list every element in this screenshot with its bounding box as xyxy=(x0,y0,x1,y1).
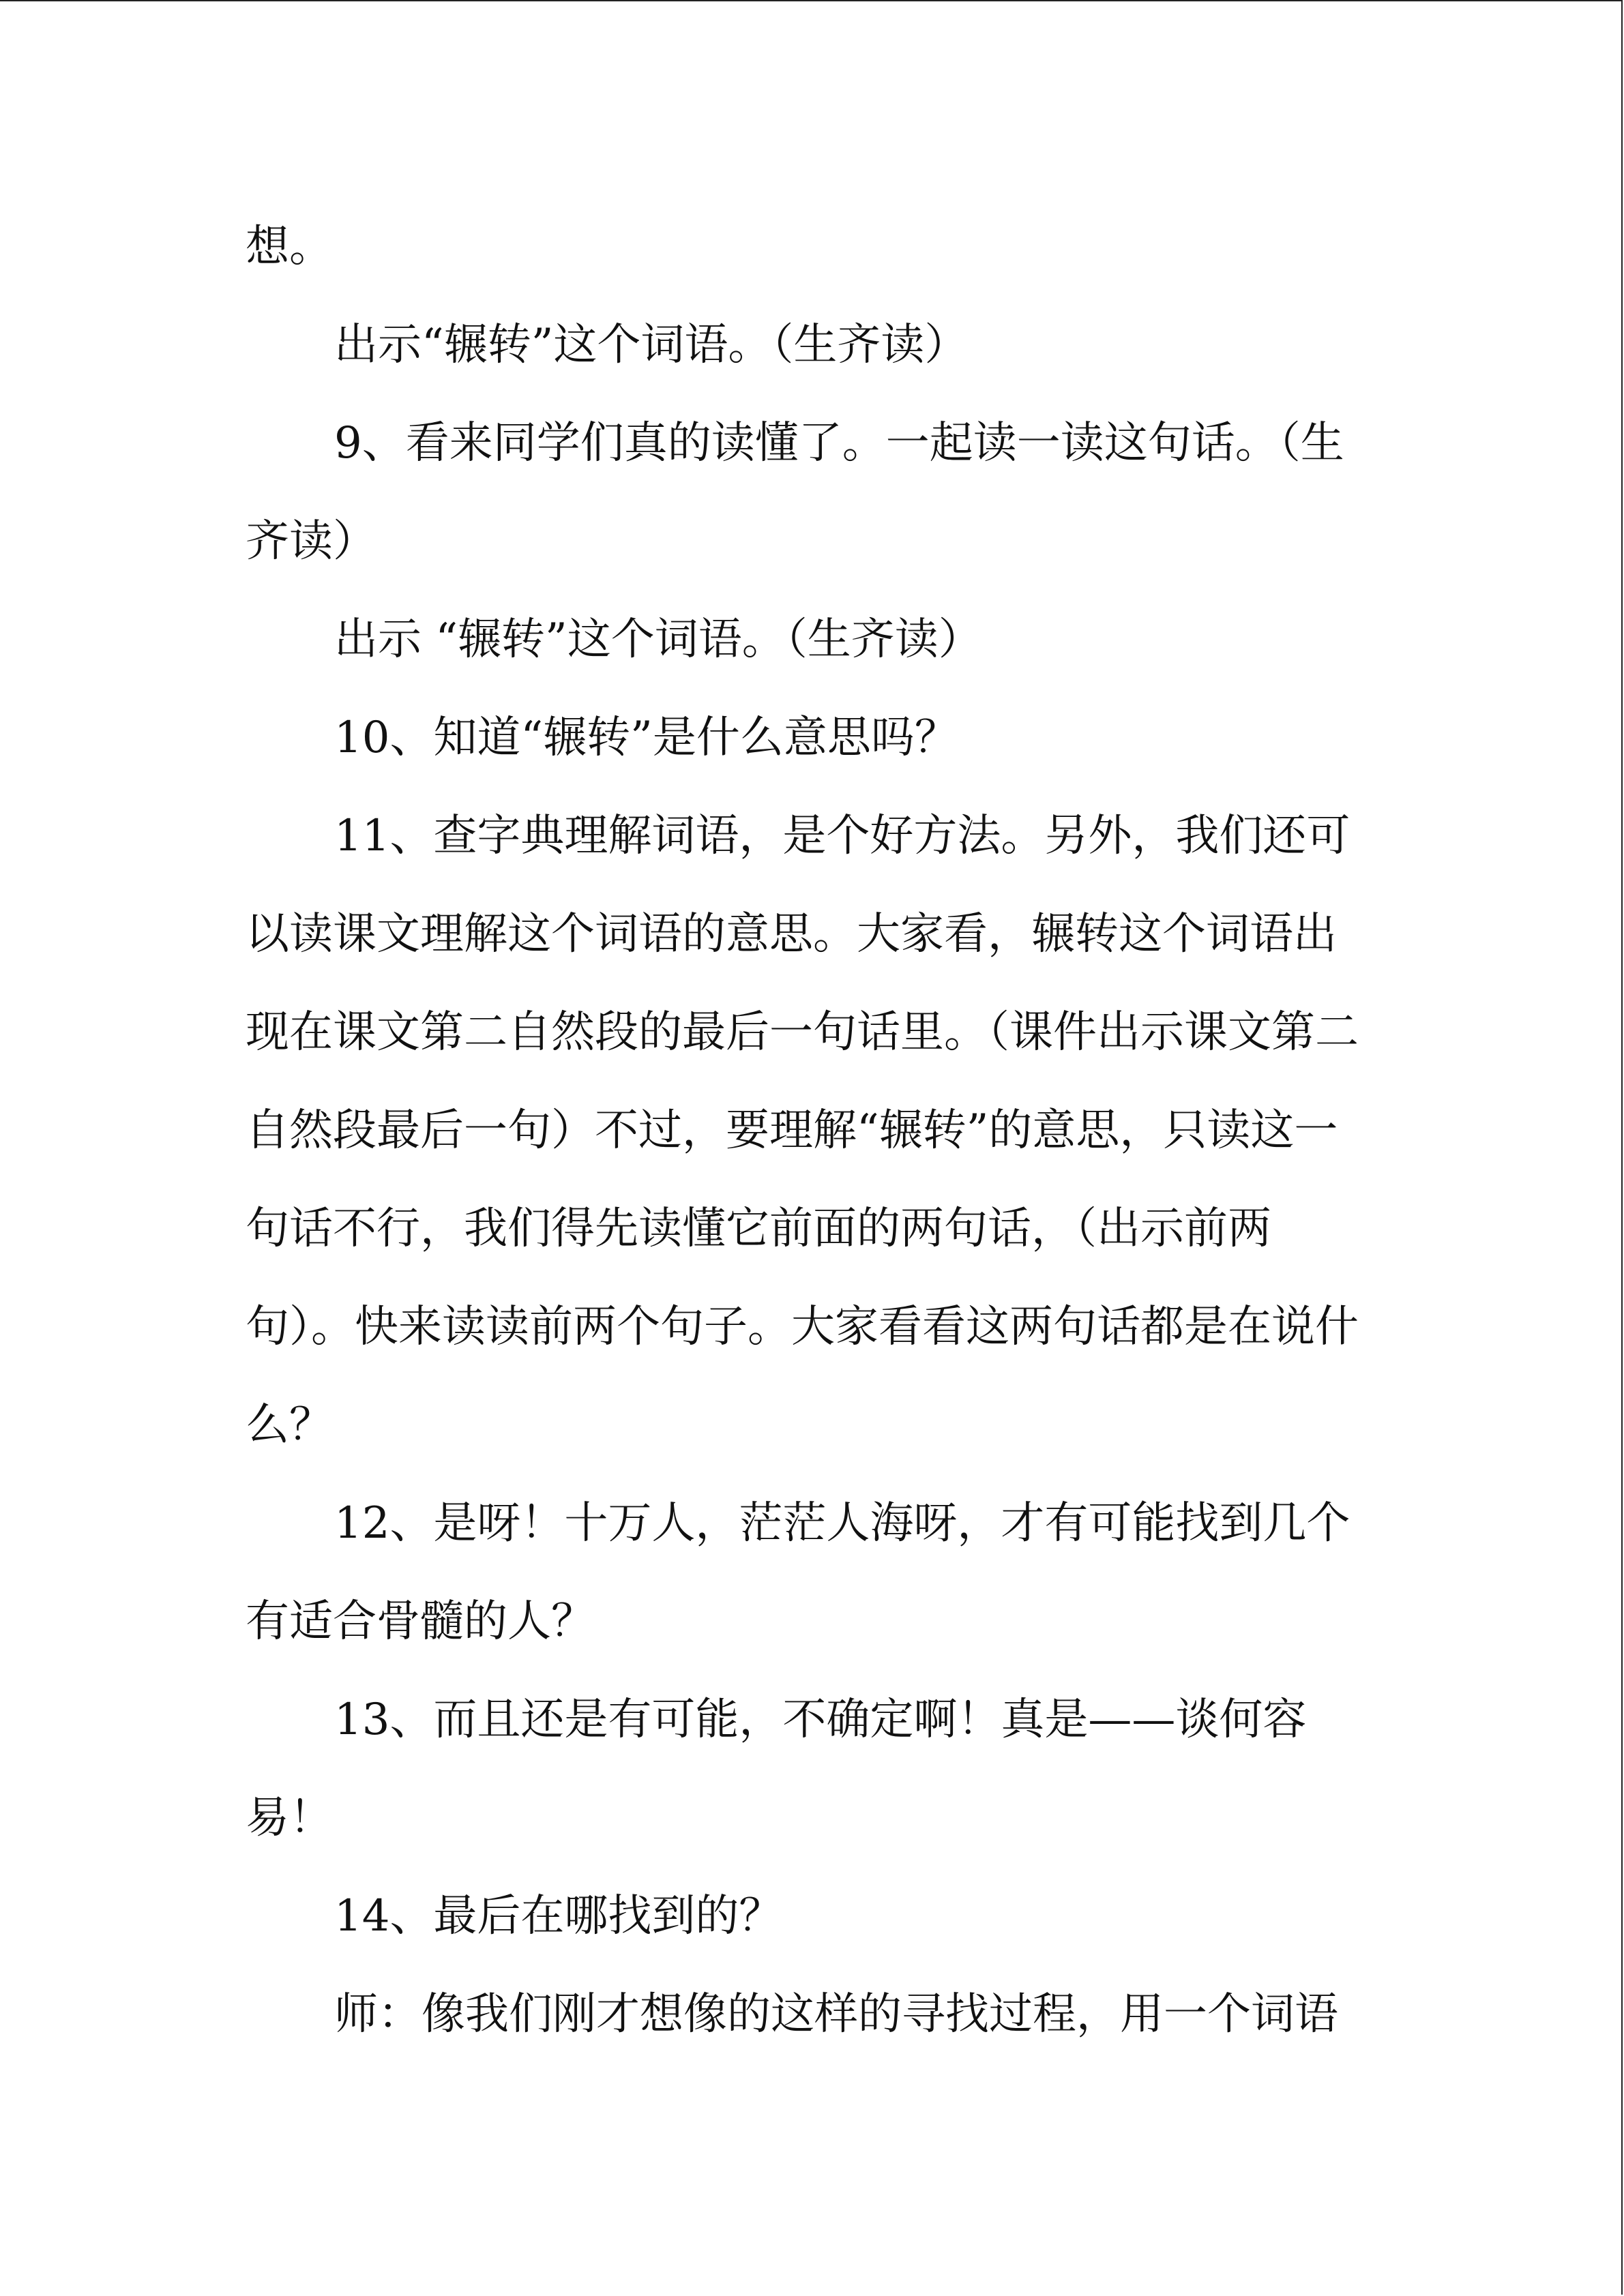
paragraph-5: 10、知道“辗转”是什么意思吗？ xyxy=(334,713,958,763)
paragraph-2: 出示“辗转”这个词语。（生齐读） xyxy=(334,320,969,370)
paragraph-6: 11、查字典理解词语，是个好方法。另外，我们还可以读课文理解这个词语的意思。大家看，辗转这个词语出现在课文第二自然段的最后一句话里。（课件出示课文第二自然段最后一句）不过，要理解“辗转”的意思，只读这一句话不行，我们得先读懂它前面的两句话，（出示前两句）。快来读读前两个句子。大家看看这两句话都是在说什么？ xyxy=(246,811,1359,1450)
paragraph-3: 9、看来同学们真的读懂了。一起读一读这句话。（生齐读） xyxy=(246,418,1344,567)
paragraph-7: 12、是呀！十万人，茫茫人海呀，才有可能找到几个有适合骨髓的人？ xyxy=(246,1498,1350,1647)
paragraph-10: 师：像我们刚才想像的这样的寻找过程，用一个词语 xyxy=(334,1989,1338,2040)
paragraph-4: 出示 “辗转”这个词语。（生齐读） xyxy=(334,614,982,665)
document-body xyxy=(246,198,1378,2063)
paragraph-1: 想。 xyxy=(246,222,333,272)
paragraph-9: 14、最后在哪找到的？ xyxy=(334,1891,783,1941)
paragraph-8: 13、而且还是有可能，不确定啊！真是——谈何容易！ xyxy=(246,1695,1307,1843)
